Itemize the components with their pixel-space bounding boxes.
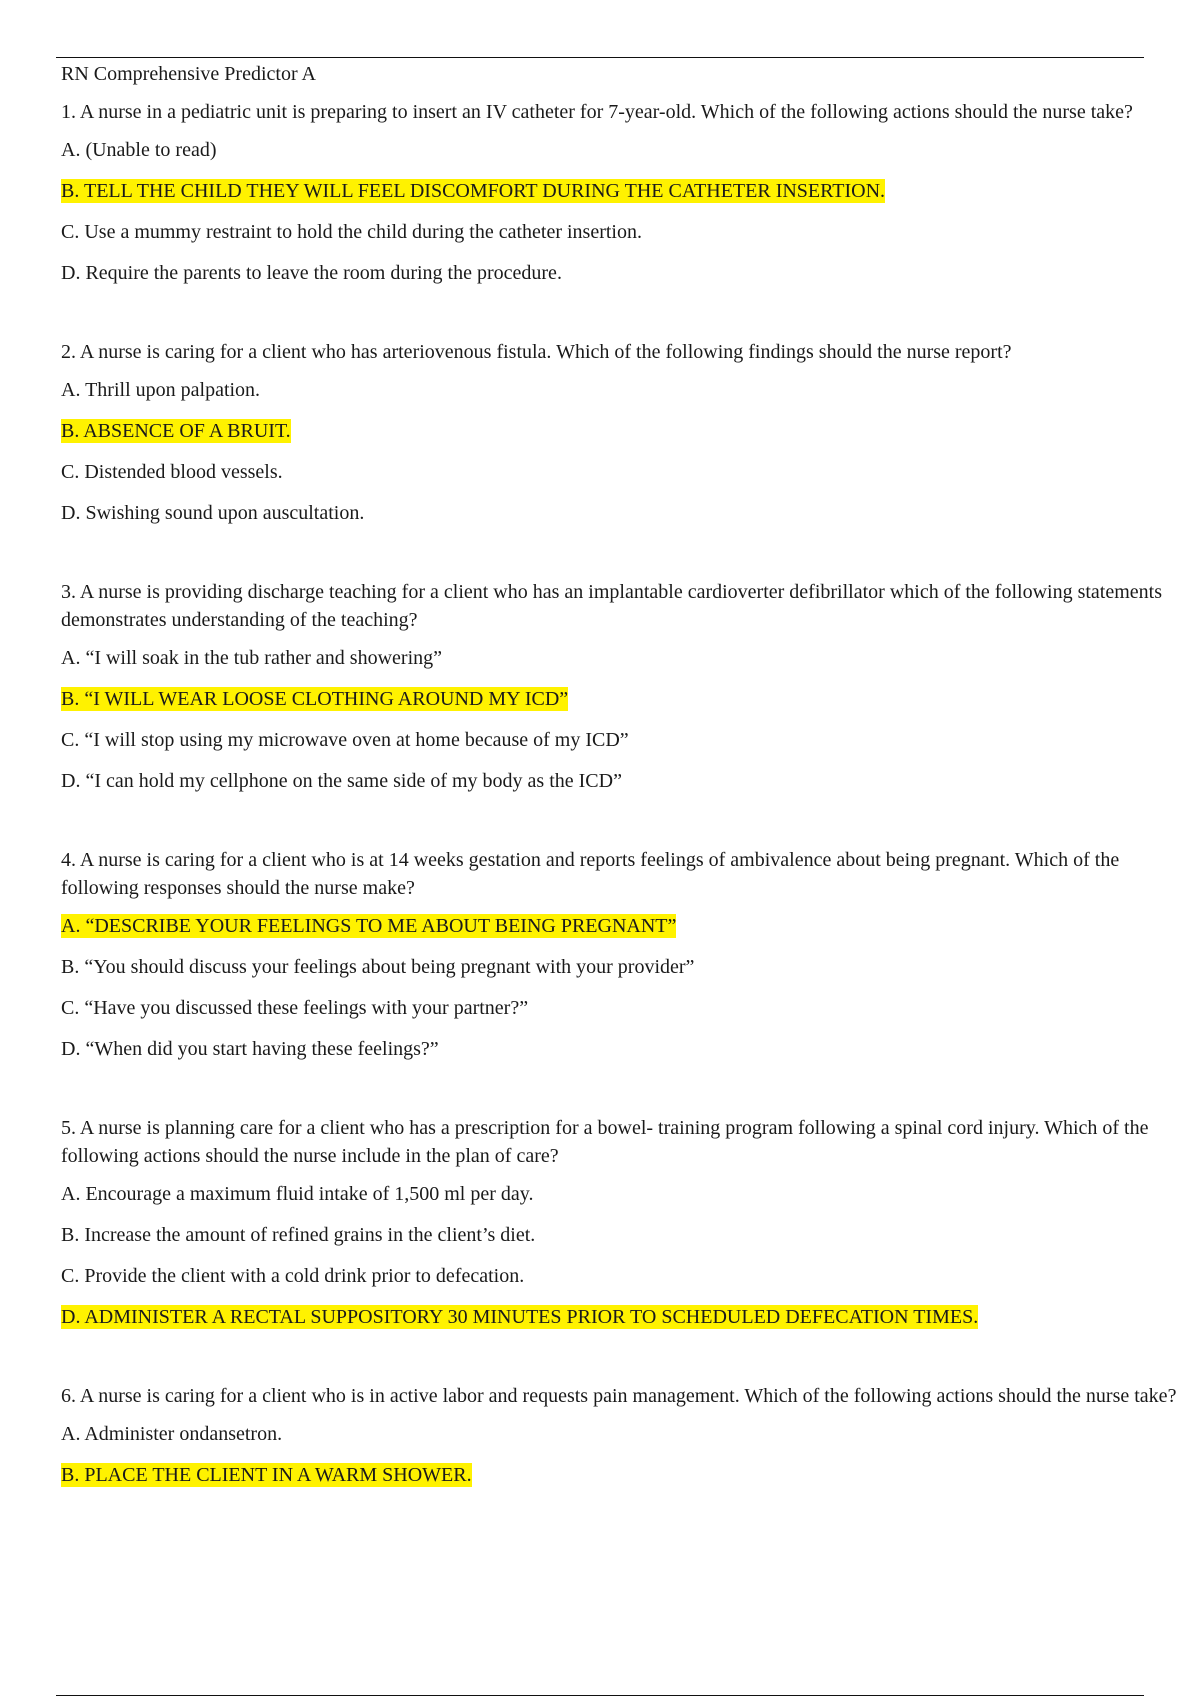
answer-option [61,458,1181,487]
answer-option [61,1262,1181,1291]
answer-option-text: D. ADMINISTER A RECTAL SUPPOSITORY 30 MINUTES PRIOR TO SCHEDULED DEFECATION TIMES. [61,1306,979,1328]
answer-option-correct [61,417,1181,446]
question-stem: 1. A nurse in a pediatric unit is preparing to insert an IV catheter for 7-year-old. Which of the following actions should the nurse take? [61,101,1133,123]
answer-option [61,1420,1181,1449]
answer-option [61,499,1181,528]
answer-option [61,136,1181,165]
question-stem: 3. A nurse is providing discharge teaching for a client who has an implantable cardioverter defibrillator which of the following statements demonstrates understanding of the teaching? [61,581,1162,631]
question-block [61,846,1181,1064]
answer-option [61,1221,1181,1250]
answer-option [61,1035,1181,1064]
answer-option-text: B. “I WILL WEAR LOOSE CLOTHING AROUND MY ICD” [61,688,569,710]
answer-option-text: C. “I will stop using my microwave oven at home because of my ICD” [61,729,629,751]
question-block [61,98,1181,288]
answer-option-text: A. Administer ondansetron. [61,1423,283,1445]
question-block [61,1382,1181,1490]
answer-option-text: C. Distended blood vessels. [61,461,283,483]
bottom-rule [56,1695,1144,1696]
answer-option [61,259,1181,288]
answer-option-text: D. “I can hold my cellphone on the same side of my body as the ICD” [61,770,622,792]
answer-option-text: D. Require the parents to leave the room during the procedure. [61,262,562,284]
answer-option-text: B. “You should discuss your feelings about being pregnant with your provider” [61,956,695,978]
answer-option [61,726,1181,755]
question-stem: 6. A nurse is caring for a client who is in active labor and requests pain management. Which of the following actions should the nurse take? [61,1385,1177,1407]
answer-option-text: D. “When did you start having these feelings?” [61,1038,439,1060]
answer-option-text: A. Thrill upon palpation. [61,379,261,401]
answer-option-text: C. Provide the client with a cold drink prior to defecation. [61,1265,525,1287]
answer-option-text: C. “Have you discussed these feelings with your partner?” [61,997,529,1019]
answer-option [61,218,1181,247]
answer-option-text: A. “I will soak in the tub rather and showering” [61,647,443,669]
question-stem: 5. A nurse is planning care for a client who has a prescription for a bowel- training program following a spinal cord injury. Which of the following actions should the nurse include in the plan of care? [61,1117,1149,1167]
answer-option-text: D. Swishing sound upon auscultation. [61,502,365,524]
question-stem: 4. A nurse is caring for a client who is at 14 weeks gestation and reports feelings of ambivalence about being pregnant. Which of the following responses should the nurse make? [61,849,1120,899]
answer-option-text: B. ABSENCE OF A BRUIT. [61,420,291,442]
answer-option-correct [61,685,1181,714]
question-block [61,1114,1181,1332]
answer-option [61,994,1181,1023]
answer-option-text: B. Increase the amount of refined grains in the client’s diet. [61,1224,536,1246]
question-block [61,338,1181,528]
question-block [61,578,1181,796]
answer-option-correct [61,1303,1181,1332]
top-rule [56,57,1144,58]
answer-option-text: A. Encourage a maximum fluid intake of 1,500 ml per day. [61,1183,534,1205]
document-page [61,60,1181,1490]
answer-option-text: A. “DESCRIBE YOUR FEELINGS TO ME ABOUT BEING PREGNANT” [61,915,677,937]
answer-option-correct [61,1461,1181,1490]
answer-option-text: A. (Unable to read) [61,139,217,161]
answer-option [61,644,1181,673]
question-stem: 2. A nurse is caring for a client who has arteriovenous fistula. Which of the following findings should the nurse report? [61,341,1012,363]
answer-option [61,767,1181,796]
answer-option-text: C. Use a mummy restraint to hold the child during the catheter insertion. [61,221,642,243]
answer-option-text: B. TELL THE CHILD THEY WILL FEEL DISCOMFORT DURING THE CATHETER INSERTION. [61,180,886,202]
answer-option-text: B. PLACE THE CLIENT IN A WARM SHOWER. [61,1464,472,1486]
answer-option [61,1180,1181,1209]
answer-option-correct [61,912,1181,941]
answer-option [61,953,1181,982]
question-list [61,98,1181,1490]
document-title: RN Comprehensive Predictor A [61,63,316,85]
answer-option [61,376,1181,405]
answer-option-correct [61,177,1181,206]
